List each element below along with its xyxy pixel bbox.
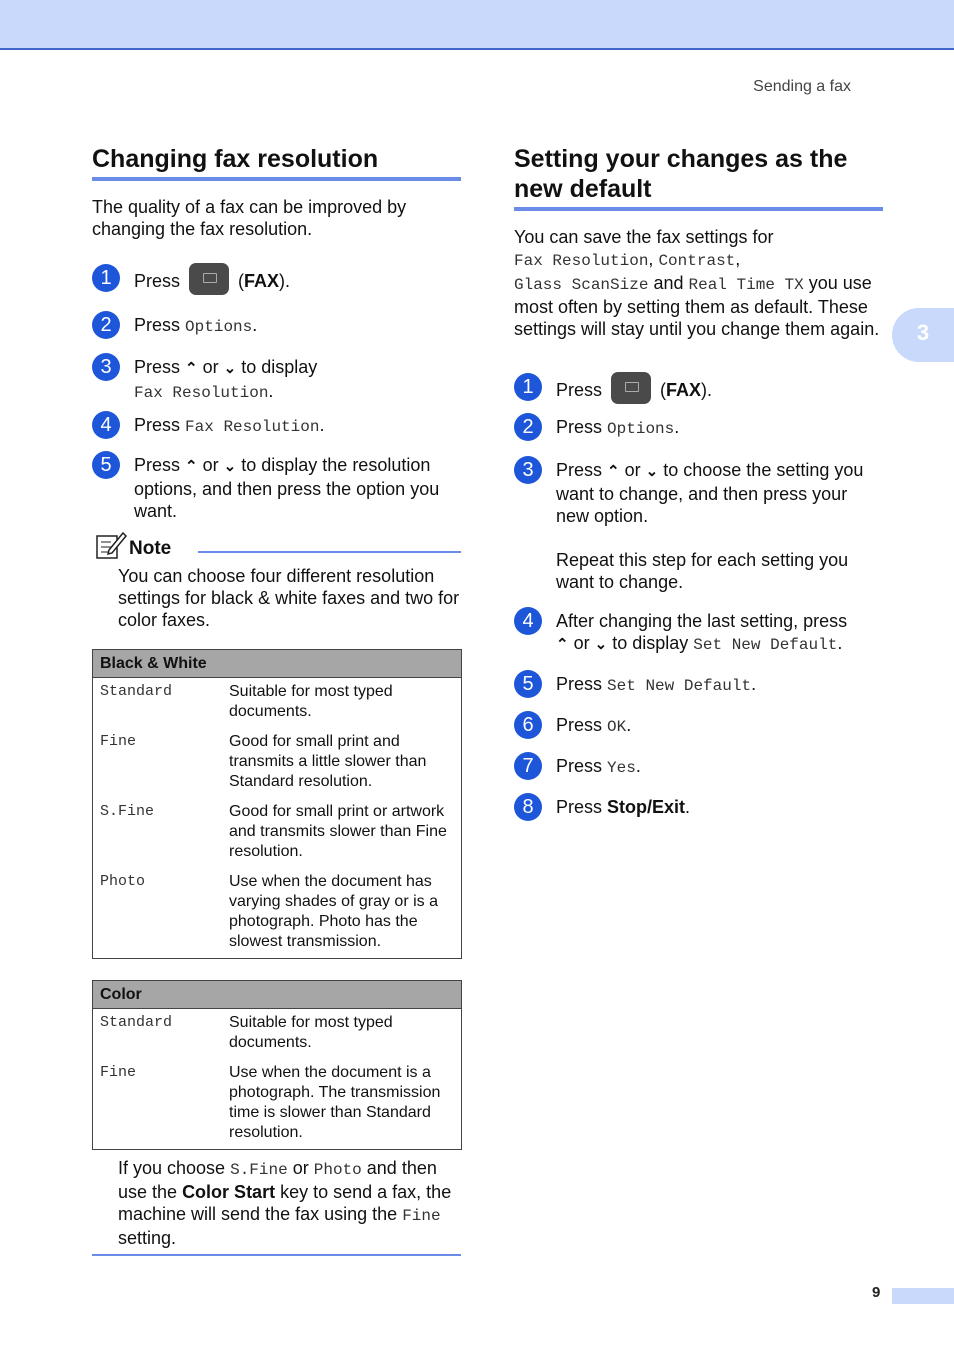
step-number: 3 [514, 456, 542, 484]
down-arrow-icon: ⌄ [223, 360, 237, 377]
step-number: 2 [514, 413, 542, 441]
step-number: 4 [514, 607, 542, 635]
step-number: 2 [92, 311, 120, 339]
step-number: 1 [514, 373, 542, 401]
up-arrow-icon: ⌃ [607, 463, 620, 480]
step-number: 1 [92, 264, 120, 292]
section-title-resolution: Changing fax resolution [92, 145, 379, 173]
fax-button-icon [189, 263, 229, 295]
chapter-tab: 3 [892, 308, 954, 362]
down-arrow-icon: ⌄ [223, 458, 237, 475]
top-color-band [0, 0, 954, 50]
running-header: Sending a fax [753, 78, 851, 95]
table-header: Black & White [93, 650, 462, 678]
step-number: 7 [514, 752, 542, 780]
table-row: Fine Use when the document is a photograph. The transmission time is slower than Standard resolution. [100, 1064, 441, 1141]
intro-text: The quality of a fax can be improved by changing the fax resolution. [92, 197, 407, 239]
table-row: Fine Good for small print and transmits a little slower than Standard resolution. [100, 733, 427, 790]
step-number: 4 [92, 411, 120, 439]
note-pencil-icon [95, 530, 127, 560]
up-arrow-icon: ⌃ [185, 458, 198, 475]
down-arrow-icon: ⌄ [645, 463, 659, 480]
intro-text: You can save the fax settings for Fax Resolution, Contrast, Glass ScanSize and Real Time TX you use most often by setting them as default. These settings will stay until you change them again. [514, 227, 880, 339]
up-arrow-icon: ⌃ [556, 636, 569, 653]
step-number: 3 [92, 353, 120, 381]
fax-button-icon [611, 372, 651, 404]
table-row: S.Fine Good for small print or artwork and transmits slower than Fine resolution. [100, 803, 447, 860]
down-arrow-icon: ⌄ [594, 636, 608, 653]
note-end-rule [92, 1254, 461, 1256]
title-rule [92, 177, 461, 181]
note-rule [198, 551, 461, 553]
table-row: Photo Use when the document has varying shades of gray or is a photograph. Photo has the slowest transmission. [100, 873, 438, 950]
bw-resolution-table [92, 649, 462, 959]
step-number: 8 [514, 793, 542, 821]
step-number: 5 [92, 451, 120, 479]
section-title-default: Setting your changes as the new default [514, 145, 848, 203]
step-number: 6 [514, 711, 542, 739]
table-header: Color [93, 981, 462, 1009]
up-arrow-icon: ⌃ [185, 360, 198, 377]
table-row: Standard Suitable for most typed documents. [100, 1014, 393, 1051]
note-footer-text: If you choose S.Fine or Photo and then use the Color Start key to send a fax, the machine will send the fax using the Fine setting. [118, 1158, 452, 1248]
title-rule [514, 207, 883, 211]
page-tab [892, 1288, 954, 1304]
color-resolution-table [92, 980, 462, 1150]
table-row: Standard Suitable for most typed documents. [100, 683, 393, 720]
step-number: 5 [514, 670, 542, 698]
note-heading: Note [129, 538, 172, 559]
note-text: You can choose four different resolution settings for black & white faxes and two for color faxes. [118, 566, 460, 630]
page-number: 9 [872, 1284, 881, 1301]
